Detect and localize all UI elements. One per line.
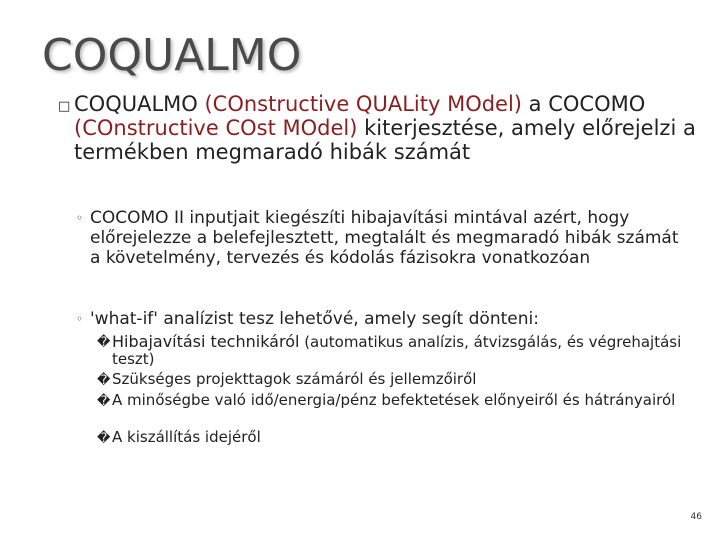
subsub-bullet-text: A kiszállítás idejéről xyxy=(112,428,261,446)
replacement-char-icon: � xyxy=(97,394,111,409)
sub-bullet-2 xyxy=(76,309,686,329)
subsub-bullet-3 xyxy=(97,392,697,409)
sub-bullet-text: 'what-if' analízist tesz lehetővé, amely segít dönteni: xyxy=(90,309,539,329)
sub-bullet-1 xyxy=(76,208,686,268)
subsub-bullet-text xyxy=(112,333,697,368)
subsub-rest: (automatikus analízis, átvizsgálás, és végrehajtási teszt) xyxy=(112,333,682,368)
main-text-d: (COnstructive COst MOdel) xyxy=(74,116,358,140)
subsub-bullet-4 xyxy=(97,429,697,446)
main-text-a: COQUALMO xyxy=(74,92,205,116)
subsub-bullet-text: Szükséges projekttagok számáról és jellemzőiről xyxy=(112,370,477,388)
main-text-e: kiterjesztése, amely előrejelzi a termékben megmaradó hibák számát xyxy=(74,116,696,164)
replacement-char-icon: � xyxy=(97,431,111,446)
circle-bullet-icon: ◦ xyxy=(76,312,84,326)
main-text-b: (COnstructive QUALity MOdel) xyxy=(204,92,522,116)
main-text-c: a COCOMO xyxy=(522,92,646,116)
subsub-bullet-text: A minőségbe való idő/energia/pénz befektetések előnyeiről és hátrányairól xyxy=(112,391,676,409)
square-bullet-icon: □ xyxy=(58,99,71,114)
slide-title: COQUALMO xyxy=(42,30,302,81)
circle-bullet-icon: ◦ xyxy=(76,211,84,225)
sub-bullet-text: COCOMO II inputjait kiegészíti hibajavítási mintával azért, hogy előrejelezze a belefejlesztett, megtalált és megmaradó hibák számát a követelmény, tervezés és kódolás fázisokra vonatkozóan xyxy=(90,208,679,268)
subsub-lead: Hibajavítási technikáról xyxy=(112,332,300,351)
subsub-bullet-2 xyxy=(97,371,697,388)
replacement-char-icon: � xyxy=(97,373,111,388)
main-bullet-text xyxy=(74,92,698,164)
main-bullet xyxy=(58,92,698,164)
subsub-bullet-1 xyxy=(97,333,697,368)
page-number: 46 xyxy=(690,512,702,522)
replacement-char-icon: � xyxy=(97,335,111,350)
